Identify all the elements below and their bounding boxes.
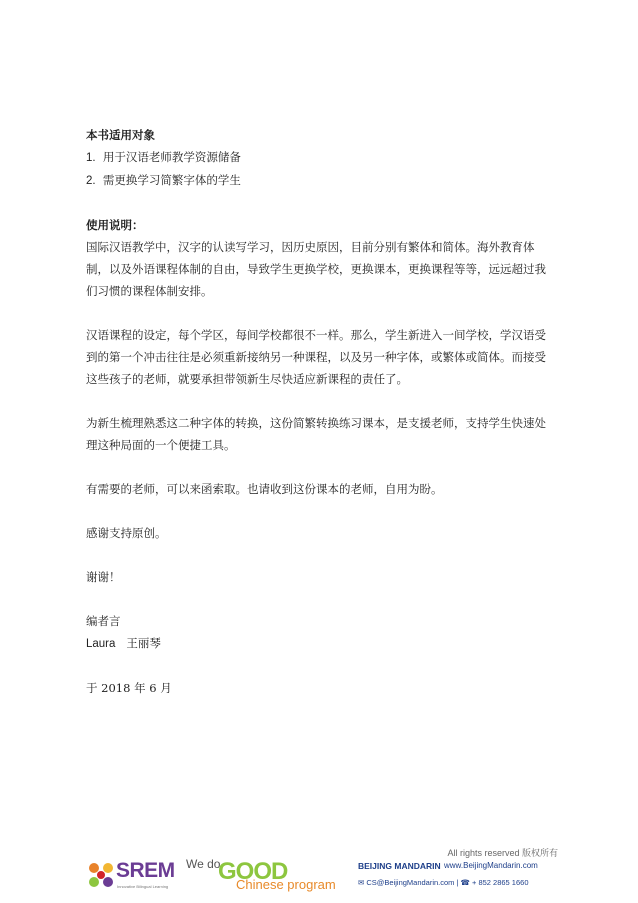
paragraph: 为新生梳理熟悉这二种字体的转换，这份简繁转换练习课本，是支援老师，支持学生快速处理这种局面的一个便捷工具。 xyxy=(86,416,546,452)
rights-notice: All rights reserved 版权所有 xyxy=(447,848,558,858)
author xyxy=(86,632,556,655)
good-text: GOOD xyxy=(218,858,288,885)
paragraph: 感谢支持原创。 xyxy=(86,526,167,540)
author-en: Laura xyxy=(86,638,116,650)
document-body xyxy=(86,124,556,699)
author-cn: 王丽琴 xyxy=(126,636,161,650)
list-item: 2. 需更换学习简繁字体的学生 xyxy=(86,173,241,187)
paragraph: 有需要的老师，可以来函索取。也请收到这份课本的老师，自用为盼。 xyxy=(86,482,443,496)
srem-logo xyxy=(86,858,190,892)
footer-logos xyxy=(86,858,566,892)
signoff: 编者言 xyxy=(86,614,121,628)
beijing-mandarin-logo: BEIJING MANDARIN xyxy=(358,861,441,871)
list-item: 1. 用于汉语老师教学资源储备 xyxy=(86,150,241,164)
website-url: www.BeijingMandarin.com xyxy=(444,861,538,870)
srem-subtitle: Innovative Bilingual Learning xyxy=(117,884,169,889)
srem-logo-text: SREM xyxy=(116,859,175,882)
paragraph: 国际汉语教学中，汉字的认读写学习，因历史原因，目前分别有繁体和简体。海外教育体制，以及外语课程体制的自由，导致学生更换学校，更换课本，更换课程等等，远远超过我们习惯的课程体制安排。 xyxy=(86,240,546,298)
contact-info: ✉ CS@BeijingMandarin.com | ☎ + 852 2865 1660 xyxy=(358,878,529,887)
paragraph: 汉语课程的设定，每个学区，每间学校都很不一样。那么，学生新进入一间学校，学汉语受到的第一个冲击往往是必须重新接纳另一种课程，以及另一种字体，或繁体或简体。而接受这些孩子的老师，就要承担带领新生尽快适应新课程的责任了。 xyxy=(86,328,546,386)
section-heading-audience: 本书适用对象 xyxy=(86,128,155,142)
paragraph: 谢谢！ xyxy=(86,570,121,584)
date: 于 2018 年 6 月 xyxy=(86,681,172,695)
we-do-text: We do xyxy=(186,857,221,871)
srem-people-icon xyxy=(86,860,116,890)
chinese-program-text: Chinese program xyxy=(236,877,336,892)
section-heading-instructions: 使用说明： xyxy=(86,218,144,232)
